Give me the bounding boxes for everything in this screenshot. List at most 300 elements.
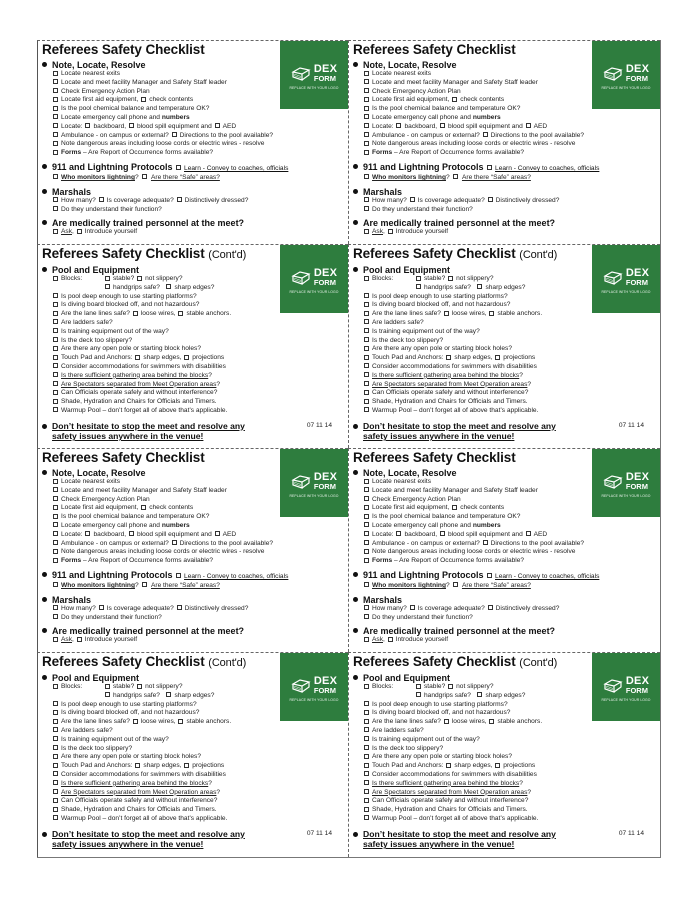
final-reminder: Don’t hesitate to stop the meet and resolve any safety issues anywhere in the venue! 07 11 14 <box>353 829 656 850</box>
checkbox[interactable] <box>489 719 494 724</box>
checkbox[interactable] <box>53 701 58 706</box>
checkbox[interactable] <box>137 684 142 689</box>
bullet-icon <box>42 189 47 194</box>
checkbox[interactable] <box>364 531 369 536</box>
checkbox[interactable] <box>483 540 488 545</box>
checkbox[interactable] <box>53 505 58 510</box>
checkbox[interactable] <box>53 71 58 76</box>
checkbox[interactable] <box>410 605 415 610</box>
logo-brand-bottom: FORM <box>313 686 336 695</box>
checklist-item: Locate first aid equipment, check contents <box>53 96 344 105</box>
checklist-item: Check Emergency Action Plan <box>53 88 344 97</box>
checkbox[interactable] <box>105 276 110 281</box>
checkbox[interactable] <box>364 789 369 794</box>
section-heading: Pool and Equipment <box>52 265 139 275</box>
checkbox[interactable] <box>53 106 58 111</box>
checkbox[interactable] <box>53 390 58 395</box>
final-reminder: Don’t hesitate to stop the meet and resolve any safety issues anywhere in the venue! 07 11 14 <box>42 829 344 850</box>
checklist-sheet <box>37 40 661 858</box>
logo-brand-top: DEX <box>313 675 338 687</box>
bullet-icon <box>42 62 47 67</box>
checkbox[interactable] <box>364 807 369 812</box>
checklist-item: Who monitors lightning? Are there “Safe” areas? <box>53 174 344 183</box>
checkbox[interactable] <box>364 79 369 84</box>
checkbox[interactable] <box>53 141 58 146</box>
bullet-icon <box>42 832 47 837</box>
checkbox[interactable] <box>526 531 531 536</box>
checkbox[interactable] <box>133 311 138 316</box>
section-heading: Are medically trained personnel at the meet? <box>52 218 245 229</box>
checkbox[interactable] <box>364 407 369 412</box>
checkbox[interactable] <box>176 165 181 170</box>
checkbox[interactable] <box>416 684 421 689</box>
checklist-item: Is pool deep enough to use starting platforms? <box>364 293 656 302</box>
checkbox[interactable] <box>364 114 369 119</box>
checkbox[interactable] <box>53 727 58 732</box>
checkbox[interactable] <box>105 284 110 289</box>
checkbox[interactable] <box>444 311 449 316</box>
checkbox[interactable] <box>53 605 58 610</box>
checkbox[interactable] <box>453 582 458 587</box>
checklist-card-page1 <box>37 40 348 244</box>
checkbox[interactable] <box>448 684 453 689</box>
checkbox[interactable] <box>177 605 182 610</box>
checkbox[interactable] <box>137 276 142 281</box>
checkbox[interactable] <box>364 381 369 386</box>
checkbox[interactable] <box>364 390 369 395</box>
checkbox[interactable] <box>53 346 58 351</box>
checkbox[interactable] <box>141 97 146 102</box>
checklist-item: Blocks: stable? not slippery? <box>364 275 656 284</box>
checklist-item: Do they understand their function? <box>364 206 656 215</box>
checkbox[interactable] <box>364 197 369 202</box>
checkbox[interactable] <box>364 355 369 360</box>
bullet-icon <box>353 597 358 602</box>
checkbox[interactable] <box>53 337 58 342</box>
checkbox[interactable] <box>53 381 58 386</box>
checkbox[interactable] <box>364 123 369 128</box>
checkbox[interactable] <box>53 582 58 587</box>
checkbox[interactable] <box>105 692 110 697</box>
bullet-icon <box>42 628 47 633</box>
checkbox[interactable] <box>364 637 369 642</box>
checkbox[interactable] <box>135 763 140 768</box>
checkbox[interactable] <box>364 174 369 179</box>
checkbox[interactable] <box>364 229 369 234</box>
checklist-item: Can Officials operate safely and without interference? <box>364 389 656 398</box>
checklist-item: Do they understand their function? <box>364 614 656 623</box>
checklist-item: Ask, Introduce yourself <box>53 636 344 645</box>
checklist-item: Locate and meet facility Manager and Safety Staff leader <box>364 487 656 496</box>
checkbox[interactable] <box>364 522 369 527</box>
checkbox[interactable] <box>477 284 482 289</box>
checklist-item: Ask, Introduce yourself <box>53 228 344 237</box>
checkbox[interactable] <box>53 479 58 484</box>
checkbox[interactable] <box>53 549 58 554</box>
checkbox[interactable] <box>440 123 445 128</box>
checklist-item: Is the deck too slippery? <box>364 337 656 346</box>
checkbox[interactable] <box>446 355 451 360</box>
checkbox[interactable] <box>364 319 369 324</box>
checkbox[interactable] <box>364 719 369 724</box>
checkbox[interactable] <box>178 311 183 316</box>
checkbox[interactable] <box>53 798 58 803</box>
checkbox[interactable] <box>364 798 369 803</box>
checkbox[interactable] <box>53 150 58 155</box>
checkbox[interactable] <box>53 206 58 211</box>
checkbox[interactable] <box>53 132 58 137</box>
checklist-item: Is diving board blocked off, and not hazardous? <box>53 709 344 718</box>
checkbox[interactable] <box>477 692 482 697</box>
checkbox[interactable] <box>53 88 58 93</box>
checkbox[interactable] <box>184 763 189 768</box>
checkbox[interactable] <box>53 399 58 404</box>
checkbox[interactable] <box>364 496 369 501</box>
section-marshals <box>42 187 344 215</box>
logo-brand-bottom: FORM <box>625 686 648 695</box>
title-suffix: (Cont'd) <box>208 657 247 669</box>
section-heading: Marshals <box>52 594 92 605</box>
checkbox[interactable] <box>166 692 171 697</box>
checklist-item: handgrips safe? sharp edges? <box>364 284 656 293</box>
checkbox[interactable] <box>364 487 369 492</box>
checkbox[interactable] <box>364 206 369 211</box>
checkbox[interactable] <box>364 710 369 715</box>
checkbox[interactable] <box>364 771 369 776</box>
final-reminder-text: Don’t hesitate to stop the meet and resolve any safety issues anywhere in the venue <box>363 828 556 850</box>
checkbox[interactable] <box>142 174 147 179</box>
checkbox[interactable] <box>53 319 58 324</box>
section-pool-equipment <box>42 265 344 416</box>
checkbox[interactable] <box>53 531 58 536</box>
checkbox[interactable] <box>410 197 415 202</box>
checkbox[interactable] <box>364 505 369 510</box>
checkbox[interactable] <box>53 745 58 750</box>
checkbox[interactable] <box>364 558 369 563</box>
logo-brand-top: DEX <box>625 675 650 687</box>
checkbox[interactable] <box>448 276 453 281</box>
card-title: Referees Safety Checklist <box>353 42 516 57</box>
checkbox[interactable] <box>53 558 58 563</box>
section-pool-equipment <box>353 673 656 824</box>
checklist-item: Can Officials operate safely and without interference? <box>53 389 344 398</box>
checkbox[interactable] <box>53 355 58 360</box>
checkbox[interactable] <box>487 573 492 578</box>
checklist-item: Touch Pad and Anchors: sharp edges, projections <box>364 762 656 771</box>
checkbox[interactable] <box>53 487 58 492</box>
checkbox[interactable] <box>364 745 369 750</box>
checkbox[interactable] <box>364 293 369 298</box>
checklist-item: Blocks: stable? not slippery? <box>364 683 656 692</box>
checkbox[interactable] <box>495 763 500 768</box>
checkbox[interactable] <box>85 531 90 536</box>
checkbox[interactable] <box>364 754 369 759</box>
checklist-item: Is the pool chemical balance and temperature OK? <box>53 513 344 522</box>
checkbox[interactable] <box>364 479 369 484</box>
checkbox[interactable] <box>452 505 457 510</box>
section-heading: 911 and Lightning Protocols <box>363 161 484 172</box>
logo-brand-bottom: FORM <box>625 482 648 491</box>
checkbox[interactable] <box>364 727 369 732</box>
checkbox[interactable] <box>53 710 58 715</box>
checkbox[interactable] <box>141 505 146 510</box>
checkbox[interactable] <box>53 789 58 794</box>
section-pool-equipment <box>42 673 344 824</box>
checklist-item: Locate nearest exits <box>53 70 344 79</box>
checkbox[interactable] <box>53 736 58 741</box>
section-heading: Pool and Equipment <box>363 265 450 275</box>
section-heading: Are medically trained personnel at the meet? <box>363 218 556 229</box>
checkbox[interactable] <box>489 311 494 316</box>
checkbox[interactable] <box>364 372 369 377</box>
checklist-item: Is pool deep enough to use starting platforms? <box>53 293 344 302</box>
checkbox[interactable] <box>495 355 500 360</box>
checkbox[interactable] <box>53 372 58 377</box>
bullet-icon <box>353 424 358 429</box>
checkbox[interactable] <box>129 531 134 536</box>
section-note-locate-resolve <box>42 60 344 158</box>
checkbox[interactable] <box>453 174 458 179</box>
checklist-item: Are there any open pole or starting block holes? <box>364 753 656 762</box>
logo-brand-top: DEX <box>625 63 650 75</box>
checklist-item: Are there any open pole or starting block holes? <box>53 345 344 354</box>
checkbox[interactable] <box>364 815 369 820</box>
checkbox[interactable] <box>53 97 58 102</box>
checklist-item: Locate: backboard, blood spill equipment and AED <box>364 531 656 540</box>
checkbox[interactable] <box>364 346 369 351</box>
checkbox[interactable] <box>483 132 488 137</box>
checklist-item: Is diving board blocked off, and not hazardous? <box>364 301 656 310</box>
checkbox[interactable] <box>364 311 369 316</box>
checkbox[interactable] <box>446 763 451 768</box>
checkbox[interactable] <box>364 97 369 102</box>
section-heading: Marshals <box>363 186 403 197</box>
section-medical-personnel <box>353 626 656 645</box>
checkbox[interactable] <box>364 582 369 587</box>
checkbox[interactable] <box>53 522 58 527</box>
checklist-item: Are Spectators separated from Meet Operation areas? <box>364 381 656 390</box>
checkbox[interactable] <box>364 605 369 610</box>
checkbox[interactable] <box>364 549 369 554</box>
checkbox[interactable] <box>416 276 421 281</box>
checkbox[interactable] <box>364 701 369 706</box>
checkbox[interactable] <box>172 132 177 137</box>
checkbox[interactable] <box>53 763 58 768</box>
checklist-item: Locate: backboard, blood spill equipment and AED <box>53 123 344 132</box>
checkbox[interactable] <box>53 540 58 545</box>
checkbox[interactable] <box>364 302 369 307</box>
checkbox[interactable] <box>396 531 401 536</box>
checkbox[interactable] <box>177 197 182 202</box>
checkbox[interactable] <box>99 605 104 610</box>
checkbox[interactable] <box>53 79 58 84</box>
checkbox[interactable] <box>166 284 171 289</box>
checklist-item: Is training equipment out of the way? <box>53 736 344 745</box>
learn-link: Learn - Convey to coaches, officials <box>495 164 600 172</box>
checklist-item: Consider accommodations for swimmers with disabilities <box>53 363 344 372</box>
checklist-item: Locate first aid equipment, check contents <box>364 504 656 513</box>
checkbox[interactable] <box>53 311 58 316</box>
checkbox[interactable] <box>488 197 493 202</box>
checkbox[interactable] <box>364 780 369 785</box>
bullet-icon <box>353 832 358 837</box>
checkbox[interactable] <box>142 582 147 587</box>
checklist-item: Are the lane lines safe? loose wires, stable anchors. <box>364 718 656 727</box>
checkbox[interactable] <box>53 293 58 298</box>
checkbox[interactable] <box>53 496 58 501</box>
checklist-card-page2 <box>37 244 348 448</box>
checkbox[interactable] <box>215 123 220 128</box>
checkbox[interactable] <box>416 284 421 289</box>
checkbox[interactable] <box>53 780 58 785</box>
checkbox[interactable] <box>444 719 449 724</box>
checkbox[interactable] <box>364 736 369 741</box>
logo-brand-top: DEX <box>313 267 338 279</box>
checklist-item: Blocks: stable? not slippery? <box>53 683 344 692</box>
checklist-item: Are the lane lines safe? loose wires, stable anchors. <box>364 310 656 319</box>
checkbox[interactable] <box>215 531 220 536</box>
bullet-icon <box>353 267 358 272</box>
revision-date: 07 11 14 <box>618 829 644 837</box>
checkbox[interactable] <box>53 684 58 689</box>
section-note-locate-resolve <box>42 468 344 566</box>
checkbox[interactable] <box>53 807 58 812</box>
logo-brand-bottom: FORM <box>313 482 336 491</box>
card-title: Referees Safety Checklist <box>42 450 205 465</box>
checkbox[interactable] <box>135 355 140 360</box>
checklist-item: Note dangerous areas including loose cords or electric wires - resolve <box>364 140 656 149</box>
checkbox[interactable] <box>364 514 369 519</box>
checklist-item: Check Emergency Action Plan <box>364 496 656 505</box>
logo-brand-top: DEX <box>625 267 650 279</box>
checklist-item: Locate emergency call phone and numbers <box>364 114 656 123</box>
checkbox[interactable] <box>396 123 401 128</box>
checkbox[interactable] <box>172 540 177 545</box>
checklist-item: Can Officials operate safely and without interference? <box>364 797 656 806</box>
checkbox[interactable] <box>176 573 181 578</box>
checkbox[interactable] <box>53 614 58 619</box>
checkbox[interactable] <box>53 719 58 724</box>
checkbox[interactable] <box>487 165 492 170</box>
checkbox[interactable] <box>53 174 58 179</box>
checklist-item: Shade, Hydration and Chairs for Officials and Timers. <box>364 398 656 407</box>
checkbox[interactable] <box>364 132 369 137</box>
card-title: Referees Safety Checklist <box>353 450 516 465</box>
checkbox[interactable] <box>77 637 82 642</box>
checkbox[interactable] <box>364 106 369 111</box>
section-medical-personnel <box>42 218 344 237</box>
checkbox[interactable] <box>53 229 58 234</box>
checkbox[interactable] <box>388 637 393 642</box>
checkbox[interactable] <box>416 692 421 697</box>
checkbox[interactable] <box>53 302 58 307</box>
checkbox[interactable] <box>364 328 369 333</box>
checkbox[interactable] <box>364 150 369 155</box>
checkbox[interactable] <box>53 771 58 776</box>
checkbox[interactable] <box>53 754 58 759</box>
checklist-item: Touch Pad and Anchors: sharp edges, projections <box>53 762 344 771</box>
section-heading: Marshals <box>363 594 403 605</box>
checklist-item: Touch Pad and Anchors: sharp edges, projections <box>364 354 656 363</box>
checklist-item: Consider accommodations for swimmers with disabilities <box>364 363 656 372</box>
checkbox[interactable] <box>364 141 369 146</box>
checklist-item: Locate emergency call phone and numbers <box>53 522 344 531</box>
checkbox[interactable] <box>364 363 369 368</box>
checkbox[interactable] <box>105 684 110 689</box>
checklist-item: Do they understand their function? <box>53 206 344 215</box>
final-reminder: Don’t hesitate to stop the meet and resolve any safety issues anywhere in the venue! 07 11 14 <box>353 421 656 442</box>
checkbox[interactable] <box>53 276 58 281</box>
section-lightning-protocols <box>353 570 656 591</box>
checkbox[interactable] <box>53 407 58 412</box>
checklist-item: Note dangerous areas including loose cords or electric wires - resolve <box>53 140 344 149</box>
checklist-item: Locate first aid equipment, check contents <box>364 96 656 105</box>
checkbox[interactable] <box>53 363 58 368</box>
checkbox[interactable] <box>178 719 183 724</box>
checkbox[interactable] <box>53 114 58 119</box>
checklist-item: Warmup Pool – don’t forget all of above that’s applicable. <box>364 407 656 416</box>
checkbox[interactable] <box>53 328 58 333</box>
checkbox[interactable] <box>85 123 90 128</box>
checkbox[interactable] <box>364 399 369 404</box>
checkbox[interactable] <box>99 197 104 202</box>
checkbox[interactable] <box>129 123 134 128</box>
checkbox[interactable] <box>364 276 369 281</box>
checkbox[interactable] <box>364 614 369 619</box>
logo-tagline: REPLACE WITH YOUR LOGO <box>601 698 651 702</box>
checklist-item: Who monitors lightning? Are there “Safe” areas? <box>364 174 656 183</box>
checklist-item: Is there sufficient gathering area behind the blocks? <box>53 780 344 789</box>
checklist-item: Are the lane lines safe? loose wires, stable anchors. <box>53 718 344 727</box>
checkbox[interactable] <box>364 337 369 342</box>
checklist-item: Who monitors lightning? Are there “Safe” areas? <box>53 582 344 591</box>
checklist-item: Note dangerous areas including loose cords or electric wires - resolve <box>364 548 656 557</box>
checkbox[interactable] <box>53 815 58 820</box>
checkbox[interactable] <box>526 123 531 128</box>
checkbox[interactable] <box>53 197 58 202</box>
section-heading: Note, Locate, Resolve <box>52 60 146 70</box>
checkbox[interactable] <box>364 88 369 93</box>
checkbox[interactable] <box>364 684 369 689</box>
checkbox[interactable] <box>488 605 493 610</box>
checkbox[interactable] <box>440 531 445 536</box>
checkbox[interactable] <box>133 719 138 724</box>
checkbox[interactable] <box>53 123 58 128</box>
checkbox[interactable] <box>184 355 189 360</box>
checkbox[interactable] <box>53 514 58 519</box>
checklist-item: Do they understand their function? <box>53 614 344 623</box>
bullet-icon <box>353 470 358 475</box>
bullet-icon <box>42 220 47 225</box>
checkbox[interactable] <box>452 97 457 102</box>
checkbox[interactable] <box>364 763 369 768</box>
checklist-card-page1 <box>37 448 348 652</box>
checkbox[interactable] <box>77 229 82 234</box>
checklist-item: Locate nearest exits <box>364 70 656 79</box>
checkbox[interactable] <box>53 637 58 642</box>
checklist-item: Locate and meet facility Manager and Safety Staff leader <box>53 79 344 88</box>
checkbox[interactable] <box>364 71 369 76</box>
final-reminder-text: Don’t hesitate to stop the meet and resolve any safety issues anywhere in the venue <box>52 828 245 850</box>
section-marshals <box>353 187 656 215</box>
checklist-item: Ambulance - on campus or external? Directions to the pool available? <box>53 132 344 141</box>
checklist-item: Locate and meet facility Manager and Safety Staff leader <box>53 487 344 496</box>
checkbox[interactable] <box>364 540 369 545</box>
section-heading: Are medically trained personnel at the meet? <box>363 626 556 637</box>
checkbox[interactable] <box>388 229 393 234</box>
checklist-item: Is training equipment out of the way? <box>364 328 656 337</box>
final-reminder-text: Don’t hesitate to stop the meet and resolve any safety issues anywhere in the venue <box>363 420 556 442</box>
